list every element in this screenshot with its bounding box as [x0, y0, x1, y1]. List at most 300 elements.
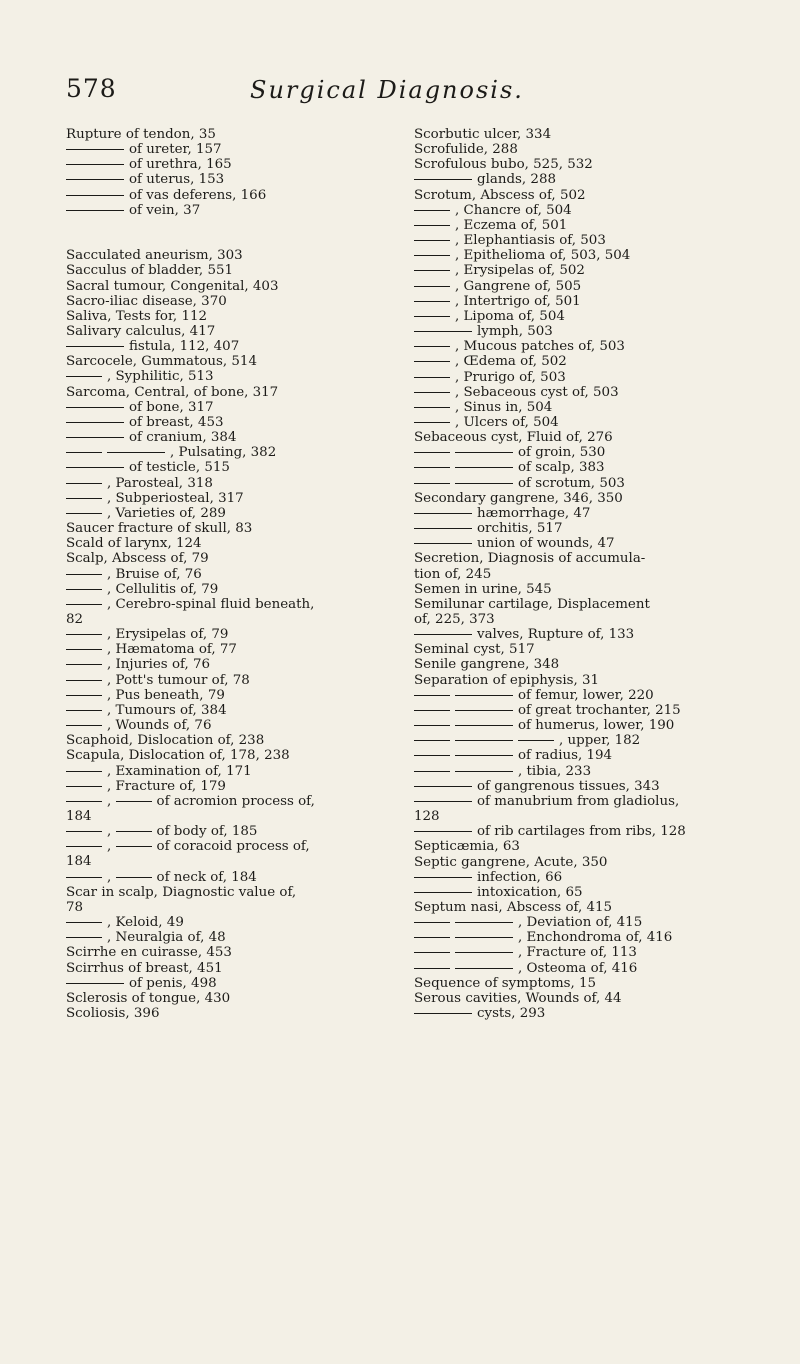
index-entry — [66, 733, 396, 748]
index-entry-text: , Osteoma of, 416 — [518, 960, 638, 976]
index-entry — [414, 794, 754, 809]
ditto-dash — [66, 634, 102, 635]
ditto-dash — [518, 740, 554, 741]
index-entry-text: Sequence of symptoms, 15 — [414, 975, 597, 991]
index-entry-text: , — [107, 869, 116, 885]
index-entry-text: , Bruise of, 76 — [107, 566, 202, 582]
ditto-dash — [455, 922, 513, 923]
index-entry-text: Sarcocele, Gummatous, 514 — [66, 354, 257, 370]
index-entry-text: , Ulcers of, 504 — [455, 414, 559, 430]
index-entry — [414, 718, 754, 733]
index-spacer — [66, 218, 396, 233]
index-entry-text: tion of, 245 — [414, 566, 492, 582]
index-entry — [66, 991, 396, 1006]
index-entry — [414, 779, 754, 794]
index-entry-text: cysts, 293 — [477, 1006, 546, 1022]
ditto-dash — [66, 680, 102, 681]
index-entry-text: 128 — [414, 809, 440, 825]
index-entry-text: lymph, 503 — [477, 324, 553, 340]
ditto-dash — [66, 210, 124, 211]
ditto-dash — [414, 710, 450, 711]
index-entry — [414, 218, 754, 233]
index-entry — [66, 188, 396, 203]
index-entry-text: of cranium, 384 — [129, 430, 237, 446]
ditto-dash — [66, 164, 124, 165]
index-entry — [414, 885, 754, 900]
ditto-dash — [66, 346, 124, 347]
ditto-dash — [414, 331, 472, 332]
index-entry — [66, 945, 396, 960]
ditto-dash — [66, 376, 102, 377]
index-entry-text: , — [107, 839, 116, 855]
ditto-dash — [455, 968, 513, 969]
index-entry — [66, 415, 396, 430]
index-entry — [414, 915, 754, 930]
index-entry-text: Scoliosis, 396 — [66, 1006, 160, 1022]
ditto-dash — [66, 498, 102, 499]
index-spacer — [66, 233, 396, 248]
index-entry-text: Scalp, Abscess of, 79 — [66, 551, 209, 567]
index-entry-text: , Neuralgia of, 48 — [107, 930, 226, 946]
ditto-dash — [455, 483, 513, 484]
index-entry — [66, 506, 396, 521]
ditto-dash — [66, 831, 102, 832]
ditto-dash — [455, 710, 513, 711]
index-entry-text: , Intertrigo of, 501 — [455, 293, 581, 309]
index-entry — [414, 642, 754, 657]
index-entry — [414, 961, 754, 976]
index-entry — [414, 506, 754, 521]
ditto-dash — [66, 513, 102, 514]
index-entry-text: of vas deferens, 166 — [129, 187, 267, 203]
index-entry-text: , upper, 182 — [559, 733, 641, 749]
ditto-dash — [66, 922, 102, 923]
index-entry — [66, 854, 396, 869]
ditto-dash — [414, 634, 472, 635]
ditto-dash — [66, 483, 102, 484]
index-entry — [414, 400, 754, 415]
index-entry — [414, 824, 754, 839]
ditto-dash — [414, 316, 450, 317]
index-entry — [414, 991, 754, 1006]
index-entry — [66, 127, 396, 142]
index-entry-text: , Lipoma of, 504 — [455, 308, 565, 324]
ditto-dash — [414, 407, 450, 408]
index-entry — [414, 976, 754, 991]
ditto-dash — [66, 710, 102, 711]
index-entry — [414, 733, 754, 748]
ditto-dash — [414, 392, 450, 393]
index-entry — [414, 430, 754, 445]
index-entry-text: , Epithelioma of, 503, 504 — [455, 248, 631, 264]
index-entry — [66, 445, 396, 460]
index-entry-text: , Sebaceous cyst of, 503 — [455, 384, 619, 400]
index-entry-text: Scald of larynx, 124 — [66, 536, 202, 552]
index-entry — [414, 279, 754, 294]
index-entry-text: , Pulsating, 382 — [170, 445, 277, 461]
index-entry-text: of groin, 530 — [518, 445, 606, 461]
index-entry — [414, 612, 754, 627]
index-entry-text: of uterus, 153 — [129, 172, 225, 188]
index-entry — [414, 551, 754, 566]
index-entry — [414, 521, 754, 536]
index-entry — [66, 430, 396, 445]
index-entry-text: , Sinus in, 504 — [455, 399, 553, 415]
index-entry-text: Sebaceous cyst, Fluid of, 276 — [414, 430, 613, 446]
index-entry — [66, 339, 396, 354]
index-entry-text: , Fracture of, 113 — [518, 945, 637, 961]
index-entry-text: Scar in scalp, Diagnostic value of, — [66, 884, 297, 900]
ditto-dash — [414, 179, 472, 180]
ditto-dash — [66, 695, 102, 696]
index-entry-text: Sclerosis of tongue, 430 — [66, 990, 231, 1006]
index-entry — [414, 673, 754, 688]
ditto-dash — [414, 831, 472, 832]
index-entry — [66, 976, 396, 991]
ditto-dash — [414, 952, 450, 953]
ditto-dash — [66, 149, 124, 150]
index-entry-text: Sacro-iliac disease, 370 — [66, 293, 227, 309]
ditto-dash — [66, 467, 124, 468]
index-entry — [66, 642, 396, 657]
index-entry-text: , Varieties of, 289 — [107, 505, 226, 521]
index-entry-text: Saucer fracture of skull, 83 — [66, 521, 253, 537]
index-entry-text: of scrotum, 503 — [518, 475, 625, 491]
ditto-dash — [414, 452, 450, 453]
index-entry-text: , Gangrene of, 505 — [455, 278, 582, 294]
index-entry — [414, 385, 754, 400]
ditto-dash — [455, 452, 513, 453]
ditto-dash — [66, 649, 102, 650]
index-entry — [66, 930, 396, 945]
index-entry — [414, 703, 754, 718]
index-entry-text: 82 — [66, 611, 84, 627]
index-entry — [66, 279, 396, 294]
ditto-dash — [414, 483, 450, 484]
index-entry-text: , Eczema of, 501 — [455, 217, 568, 233]
index-entry-text: , Keloid, 49 — [107, 915, 184, 931]
index-entry — [414, 536, 754, 551]
ditto-dash — [455, 740, 513, 741]
index-entry — [66, 657, 396, 672]
ditto-dash — [414, 1013, 472, 1014]
ditto-dash — [66, 179, 124, 180]
index-entry-text: Secretion, Diagnosis of accumula- — [414, 551, 646, 567]
index-entry-text: of neck of, 184 — [156, 869, 257, 885]
ditto-dash — [414, 361, 450, 362]
index-entry-text: orchitis, 517 — [477, 521, 563, 537]
index-entry-text: Semilunar cartilage, Displacement — [414, 596, 650, 612]
ditto-dash — [455, 725, 513, 726]
index-entry-text: 78 — [66, 899, 84, 915]
index-entry — [66, 673, 396, 688]
page-number: 578 — [66, 74, 117, 103]
index-entry — [414, 460, 754, 475]
index-entry — [66, 172, 396, 187]
index-entry-text: , Fracture of, 179 — [107, 778, 226, 794]
ditto-dash — [414, 937, 450, 938]
index-entry — [66, 582, 396, 597]
index-entry-text: Sacculus of bladder, 551 — [66, 263, 233, 279]
index-entry-text: hæmorrhage, 47 — [477, 505, 591, 521]
ditto-dash — [66, 574, 102, 575]
index-entry — [66, 961, 396, 976]
index-entry — [414, 324, 754, 339]
index-entry-text: Scrofulous bubo, 525, 532 — [414, 157, 593, 173]
index-entry — [66, 567, 396, 582]
index-entry-text: of coracoid process of, — [156, 839, 310, 855]
index-entry — [66, 476, 396, 491]
index-entry-text: of humerus, lower, 190 — [518, 718, 675, 734]
index-entry — [66, 309, 396, 324]
ditto-dash — [414, 695, 450, 696]
index-entry — [414, 809, 754, 824]
ditto-dash — [66, 664, 102, 665]
index-entry-text: , Syphilitic, 513 — [107, 369, 214, 385]
index-entry-text: , Hæmatoma of, 77 — [107, 642, 237, 658]
ditto-dash — [414, 528, 472, 529]
index-entry-text: Separation of epiphysis, 31 — [414, 672, 600, 688]
index-entry — [414, 870, 754, 885]
index-entry-text: fistula, 112, 407 — [129, 339, 240, 355]
index-entry-text: , tibia, 233 — [518, 763, 592, 779]
ditto-dash — [414, 210, 450, 211]
index-entry-text: , Cerebro-spinal fluid beneath, — [107, 596, 315, 612]
index-entry — [66, 597, 396, 612]
ditto-dash — [414, 786, 472, 787]
index-entry — [66, 612, 396, 627]
index-entry — [414, 657, 754, 672]
index-entry-text: of testicle, 515 — [129, 460, 230, 476]
index-entry-text: 184 — [66, 809, 92, 824]
index-entry — [414, 188, 754, 203]
index-entry — [66, 491, 396, 506]
index-entry-text: , Deviation of, 415 — [518, 915, 643, 931]
ditto-dash — [66, 937, 102, 938]
ditto-dash — [116, 801, 152, 802]
index-entry — [414, 900, 754, 915]
ditto-dash — [455, 695, 513, 696]
ditto-dash — [455, 755, 513, 756]
ditto-dash — [116, 877, 152, 878]
index-column-right — [414, 127, 754, 1021]
index-entry-text: Seminal cyst, 517 — [414, 642, 535, 658]
index-entry — [66, 460, 396, 475]
index-entry — [414, 203, 754, 218]
ditto-dash — [66, 589, 102, 590]
index-entry — [414, 248, 754, 263]
index-entry-text: Scrofulide, 288 — [414, 142, 518, 158]
index-entry — [66, 324, 396, 339]
index-entry-text: Senile gangrene, 348 — [414, 657, 560, 673]
index-entry — [66, 885, 396, 900]
index-entry — [414, 370, 754, 385]
index-entry — [414, 597, 754, 612]
index-entry-text: Secondary gangrene, 346, 350 — [414, 490, 623, 506]
index-entry-text: , Mucous patches of, 503 — [455, 339, 625, 355]
index-entry-text: , — [107, 824, 116, 840]
ditto-dash — [66, 801, 102, 802]
index-entry — [414, 764, 754, 779]
index-entry-text: of acromion process of, — [156, 793, 315, 809]
ditto-dash — [455, 937, 513, 938]
ditto-dash — [455, 952, 513, 953]
ditto-dash — [66, 195, 124, 196]
ditto-dash — [414, 922, 450, 923]
ditto-dash — [414, 755, 450, 756]
ditto-dash — [66, 846, 102, 847]
index-entry-text: , Pus beneath, 79 — [107, 687, 225, 703]
index-entry — [414, 855, 754, 870]
index-entry-text: intoxication, 65 — [477, 884, 583, 900]
index-entry-text: of femur, lower, 220 — [518, 687, 654, 703]
index-entry — [66, 900, 396, 915]
index-entry-text: of penis, 498 — [129, 975, 217, 991]
index-entry — [414, 445, 754, 460]
ditto-dash — [414, 725, 450, 726]
index-entry-text: of radius, 194 — [518, 748, 613, 764]
index-entry-text: , Tumours of, 384 — [107, 702, 227, 718]
ditto-dash — [66, 604, 102, 605]
index-entry — [66, 142, 396, 157]
index-entry — [66, 385, 396, 400]
ditto-dash — [66, 983, 124, 984]
index-entry — [414, 157, 754, 172]
index-entry — [66, 748, 396, 763]
index-entry-text: Scapula, Dislocation of, 178, 238 — [66, 748, 290, 764]
index-entry-text: Septicæmia, 63 — [414, 839, 520, 855]
ditto-dash — [455, 771, 513, 772]
index-entry-text: of ureter, 157 — [129, 142, 222, 158]
index-entry-text: of great trochanter, 215 — [518, 702, 681, 718]
index-entry — [66, 203, 396, 218]
ditto-dash — [414, 543, 472, 544]
ditto-dash — [414, 240, 450, 241]
index-entry — [66, 718, 396, 733]
index-entry-text: of vein, 37 — [129, 202, 201, 218]
index-entry-text: , Parosteal, 318 — [107, 475, 213, 491]
ditto-dash — [455, 467, 513, 468]
ditto-dash — [66, 452, 102, 453]
ditto-dash — [66, 877, 102, 878]
ditto-dash — [414, 740, 450, 741]
index-entry-text: , Chancre of, 504 — [455, 202, 572, 218]
index-entry — [66, 809, 396, 824]
index-entry — [66, 915, 396, 930]
ditto-dash — [66, 786, 102, 787]
index-entry-text: Semen in urine, 545 — [414, 581, 552, 597]
ditto-dash — [107, 452, 165, 453]
index-entry-text: of breast, 453 — [129, 414, 224, 430]
index-entry — [66, 824, 396, 839]
index-entry — [66, 703, 396, 718]
index-entry-text: , Elephantiasis of, 503 — [455, 233, 606, 249]
index-entry-text: , Subperiosteal, 317 — [107, 490, 244, 506]
index-entry — [414, 142, 754, 157]
index-entry — [414, 172, 754, 187]
ditto-dash — [66, 437, 124, 438]
index-entry-text: , Wounds of, 76 — [107, 718, 212, 734]
ditto-dash — [414, 377, 450, 378]
index-entry — [66, 248, 396, 263]
ditto-dash — [66, 422, 124, 423]
index-entry — [414, 945, 754, 960]
index-entry-text: , — [107, 793, 116, 809]
index-entry-text: Salivary calculus, 417 — [66, 324, 216, 339]
index-entry-text: of body of, 185 — [156, 824, 258, 840]
index-entry — [414, 582, 754, 597]
index-entry — [66, 870, 396, 885]
index-column-left — [66, 127, 396, 1021]
index-entry-text: Sacral tumour, Congenital, 403 — [66, 278, 279, 294]
ditto-dash — [66, 407, 124, 408]
index-entry — [66, 627, 396, 642]
index-entry-text: , Pott's tumour of, 78 — [107, 672, 250, 688]
index-entry-text: Rupture of tendon, 35 — [66, 127, 216, 142]
index-entry-text: of manubrium from gladiolus, — [477, 793, 680, 809]
index-entry — [66, 354, 396, 369]
index-entry-text: Sarcoma, Central, of bone, 317 — [66, 384, 279, 400]
index-entry — [66, 688, 396, 703]
index-entry — [414, 309, 754, 324]
ditto-dash — [66, 725, 102, 726]
index-entry-text: Sacculated aneurism, 303 — [66, 248, 243, 264]
index-entry-text: , Prurigo of, 503 — [455, 369, 566, 385]
index-entry-text: 184 — [66, 854, 92, 870]
index-entry — [414, 127, 754, 142]
index-entry — [66, 369, 396, 384]
index-entry-text: of rib cartilages from ribs, 128 — [477, 824, 686, 840]
ditto-dash — [414, 422, 450, 423]
index-entry-text: of scalp, 383 — [518, 460, 605, 476]
page-header — [0, 70, 800, 110]
ditto-dash — [414, 255, 450, 256]
index-entry — [66, 536, 396, 551]
index-entry-text: , Enchondroma of, 416 — [518, 930, 673, 946]
index-entry-text: of urethra, 165 — [129, 157, 232, 173]
ditto-dash — [414, 467, 450, 468]
index-entry-text: union of wounds, 47 — [477, 536, 615, 552]
index-entry — [66, 294, 396, 309]
ditto-dash — [414, 771, 450, 772]
index-entry — [66, 839, 396, 854]
index-entry-text: , Examination of, 171 — [107, 763, 252, 779]
index-entry — [66, 157, 396, 172]
index-entry — [414, 567, 754, 582]
index-entry — [414, 627, 754, 642]
ditto-dash — [414, 225, 450, 226]
index-entry-text: Scorbutic ulcer, 334 — [414, 127, 552, 142]
index-entry-text: of, 225, 373 — [414, 612, 495, 627]
running-title: Surgical Diagnosis. — [250, 76, 524, 104]
ditto-dash — [414, 270, 450, 271]
index-entry-text: Scaphoid, Dislocation of, 238 — [66, 733, 265, 749]
index-entry — [66, 1006, 396, 1021]
ditto-dash — [66, 771, 102, 772]
index-entry-text: of bone, 317 — [129, 399, 214, 415]
index-entry — [66, 521, 396, 536]
index-entry — [414, 294, 754, 309]
index-entry — [414, 1006, 754, 1021]
index-entry — [414, 839, 754, 854]
index-entry — [414, 415, 754, 430]
ditto-dash — [116, 831, 152, 832]
ditto-dash — [414, 968, 450, 969]
index-entry — [66, 400, 396, 415]
ditto-dash — [414, 346, 450, 347]
ditto-dash — [116, 846, 152, 847]
index-entry-text: Septic gangrene, Acute, 350 — [414, 854, 608, 870]
